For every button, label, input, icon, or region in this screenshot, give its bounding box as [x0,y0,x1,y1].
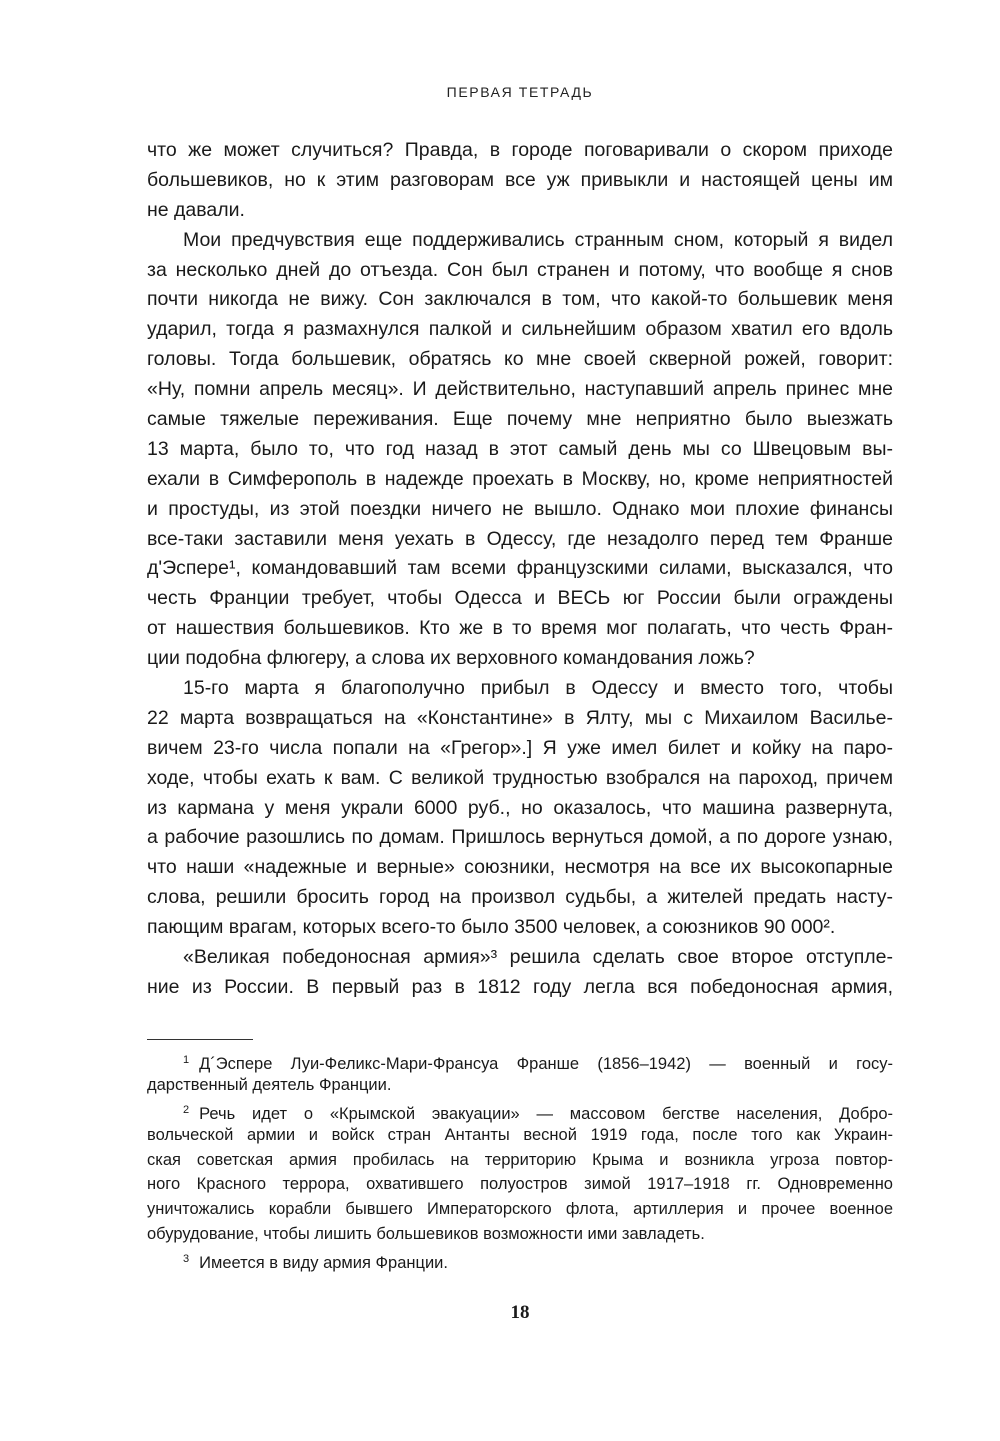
footnote-divider [147,1039,253,1040]
page-number: 18 [510,1302,530,1323]
main-text [147,136,893,1003]
footnote [147,1098,893,1247]
footnote-line: обурудование, чтобы лишить большевиков возможности ими завладеть. [147,1225,705,1244]
footnote-line: ская советская армия пробилась на территорию Крыма и возникла угроза повтор- [147,1150,893,1169]
footnote [147,1247,893,1272]
text-line: ние из России. В первый раз в 1812 году легла вся победоносная армия, [147,975,893,998]
text-line: вичем 23-го числа попали на «Грегор».] Я уже имел билет и койку на паро- [147,736,893,759]
running-header: ПЕРВАЯ ТЕТРАДЬ [446,84,594,100]
text-line: 13 марта, было то, что год назад в этот самый день мы со Швецовым вы- [147,437,893,460]
text-line: самые тяжелые переживания. Еще почему мне неприятно было выезжать [147,408,893,431]
footnotes [147,1048,893,1272]
text-line: что наши «надежные и верные» союзники, несмотря на все их высокопарные [147,856,893,879]
text-line: все-таки заставили меня уехать в Одессу, где незадолго перед тем Франше [147,527,893,550]
text-line: 22 марта возвращаться на «Константине» в Ялту, мы с Михаилом Василье- [147,706,893,729]
footnote-line [147,1098,893,1123]
text-line: честь Франции требует, чтобы Одесса и ВЕСЬ юг России были ограждены [147,587,893,610]
text-line: Мои предчувствия еще поддерживались странным сном, который я видел [183,228,893,251]
footnote-line [147,1048,893,1073]
text-line: ехали в Симферополь в надежде проехать в Москву, но, кроме неприятностей [147,467,893,490]
footnote-text: Имеется в виду армия Франции. [199,1254,448,1273]
paragraph [147,674,893,943]
text-line: а рабочие разошлись по домам. Пришлось вернуться домой, а по дороге узнаю, [147,826,893,849]
text-line: почти никогда не вижу. Сон заключался в том, что какой-то большевик меня [147,288,893,311]
text-line: за несколько дней до отъезда. Сон был странен и потому, что вообще я снов [147,258,893,281]
text-line: из кармана у меня украли 6000 руб., но оказалось, что машина развернута, [147,796,893,819]
footnote-line: ного Красного террора, охватившего полуостров зимой 1917–1918 гг. Одновременно [147,1175,893,1194]
text-line: ции подобна флюгеру, а слова их верховного командования ложь? [147,647,755,670]
text-line: ходе, чтобы ехать к вам. С великой трудностью взобрался на пароход, причем [147,766,893,789]
text-line: ударил, тогда я размахнулся палкой и сильнейшим образом хватил его вдоль [147,318,893,341]
paragraph [147,943,893,1003]
text-line: слова, решили бросить город на произвол судьбы, а жителей предать насту- [147,886,893,909]
text-line: головы. Тогда большевик, обратясь ко мне своей скверной рожей, говорит: [147,348,893,371]
text-line: и простуды, из этой поездки ничего не вышло. Однако мои плохие финансы [147,497,893,520]
footnote-marker: 1 [183,1054,190,1066]
footnote-marker: 3 [183,1253,190,1266]
text-line: д'Эспере¹, командовавший там всеми французскими силами, высказался, что [147,557,893,580]
footnote-marker: 2 [183,1103,190,1116]
footnote-line: уничтожались корабли бывшего Императорского флота, артиллерия и прочее военное [147,1200,893,1219]
footnote-line: дарственный деятель Франции. [147,1075,392,1094]
paragraph [147,136,893,226]
text-line: что же может случиться? Правда, в городе поговаривали о скором приходе [147,139,893,161]
text-line: 15-го марта я благополучно прибыл в Одессу и вместо того, чтобы [183,677,893,700]
footnote-line [147,1247,893,1272]
text-line: не давали. [147,198,245,221]
text-line: пающим врагам, которых всего-то было 3500 человек, а союзников 90 000². [147,916,836,939]
text-line: «Великая победоносная армия»³ решила сделать свое второе отступле- [183,946,893,969]
text-line: от нашествия большевиков. Кто же в то время мог полагать, что честь Фран- [147,617,893,640]
footnote-line: вольческой армии и войск стран Антанты весной 1919 года, после того как Украин- [147,1125,893,1144]
text-line: «Ну, помни апрель месяц». И действительно, наступавший апрель принес мне [147,378,893,401]
footnote-text: Д´Эспере Луи-Феликс-Мари-Франсуа Франше (1856–1942) — военный и госу- [199,1055,893,1073]
footnote [147,1048,893,1098]
footnote-text: Речь идет о «Крымской эвакуации» — массовом бегстве населения, Добро- [199,1104,893,1123]
text-line: большевиков, но к этим разговорам все уж привыкли и настоящей цены им [147,168,893,191]
paragraph [147,226,893,674]
